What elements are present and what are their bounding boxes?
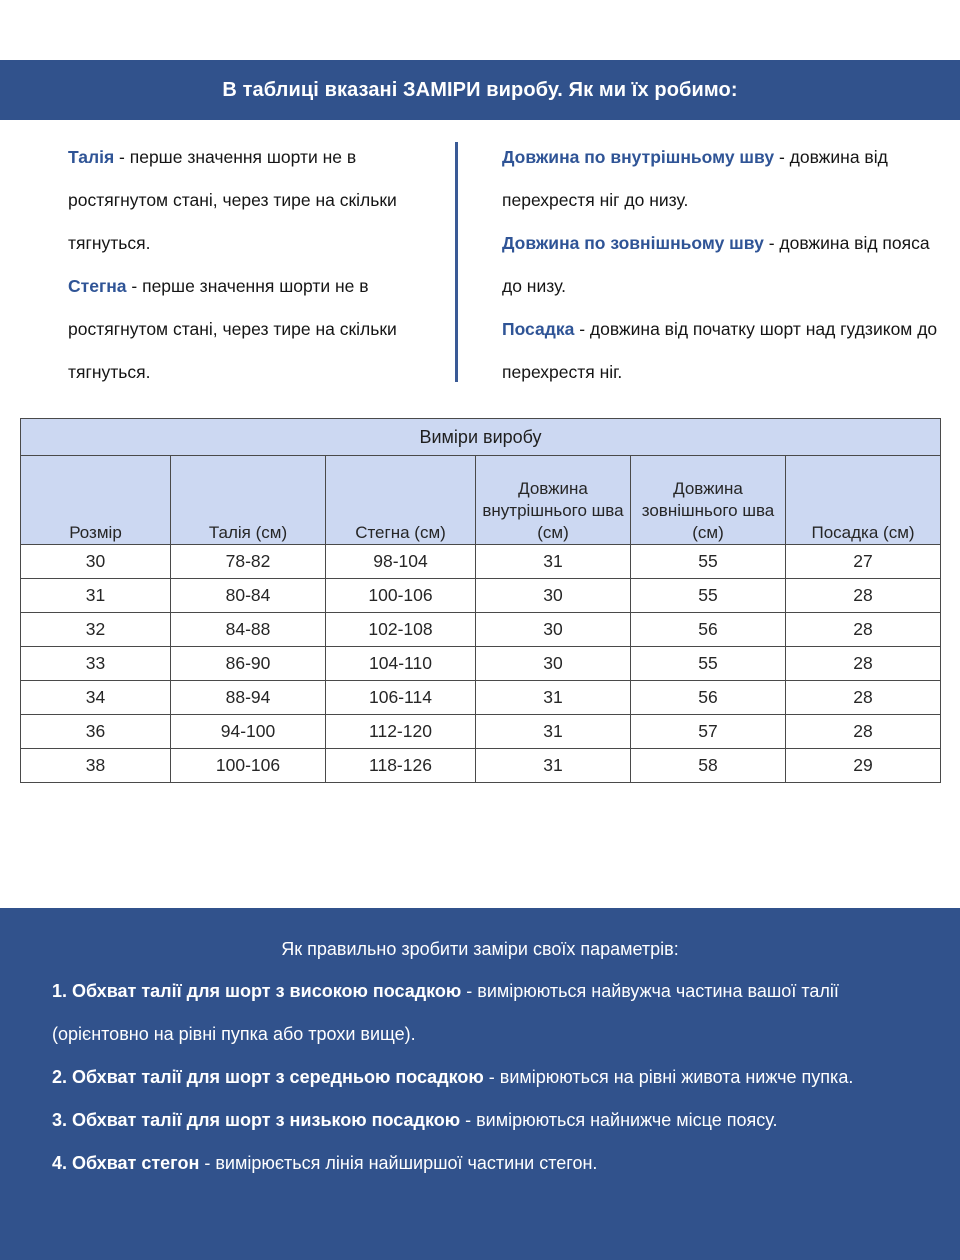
measure-rule [52,970,908,1056]
measure-rule [52,1142,908,1185]
cell-hips: 118-126 [326,749,476,783]
measurement-explanations [0,136,960,392]
cell-waist: 84-88 [171,613,326,647]
cell-size: 32 [21,613,171,647]
cell-hips: 102-108 [326,613,476,647]
measure-rule-lead: 2. Обхват талії для шорт з середньою посадкою [52,1067,484,1087]
explanation-description: - довжина від початку шорт над гудзиком до перехрестя ніг. [502,319,938,382]
explanation-item [502,136,944,222]
cell-outseam: 56 [631,613,786,647]
cell-hips: 112-120 [326,715,476,749]
explanation-item [502,308,944,394]
measure-rule-lead: 3. Обхват талії для шорт з низькою посадкою [52,1110,461,1130]
cell-waist: 94-100 [171,715,326,749]
cell-hips: 98-104 [326,545,476,579]
column-header-rise: Посадка (см) [786,456,941,545]
explanation-term: Стегна [68,276,127,296]
explanation-item [68,136,443,265]
explanation-term: Посадка [502,319,575,339]
explanation-item [68,265,443,394]
explanations-left-column [0,136,455,392]
size-table [20,418,941,783]
column-header-outseam: Довжина зовнішнього шва (см) [631,456,786,545]
cell-size: 31 [21,579,171,613]
cell-inseam: 31 [476,715,631,749]
cell-size: 33 [21,647,171,681]
cell-inseam: 30 [476,647,631,681]
table-title-row [21,419,941,456]
column-header-hips: Стегна (см) [326,456,476,545]
table-row [21,749,941,783]
cell-size: 30 [21,545,171,579]
table-title: Виміри виробу [21,419,941,456]
measure-rule-text: - вимірюються найнижче місце поясу. [460,1110,778,1130]
cell-rise: 28 [786,579,941,613]
how-to-measure-section [0,908,960,1260]
cell-rise: 29 [786,749,941,783]
cell-waist: 86-90 [171,647,326,681]
cell-rise: 28 [786,647,941,681]
explanations-right-column [458,136,960,392]
explanation-description: - перше значення шорти не в ростягнутом стані, через тире на скільки тягнуться. [68,276,397,382]
cell-outseam: 55 [631,647,786,681]
table-header-row [21,456,941,545]
table-row [21,715,941,749]
cell-outseam: 56 [631,681,786,715]
cell-rise: 27 [786,545,941,579]
column-header-size: Розмір [21,456,171,545]
measure-rule-lead: 4. Обхват стегон [52,1153,200,1173]
table-body [21,545,941,783]
table-row [21,647,941,681]
column-header-waist: Талія (см) [171,456,326,545]
how-to-measure-title: Як правильно зробити заміри своїх параметрів: [281,939,679,959]
cell-outseam: 57 [631,715,786,749]
explanation-term: Довжина по зовнішньому шву [502,233,764,253]
cell-size: 36 [21,715,171,749]
cell-waist: 78-82 [171,545,326,579]
cell-waist: 100-106 [171,749,326,783]
size-table-container [20,418,940,783]
cell-outseam: 55 [631,545,786,579]
cell-hips: 100-106 [326,579,476,613]
explanation-term: Талія [68,147,115,167]
explanation-item [502,222,944,308]
table-row [21,545,941,579]
measure-rule [52,1099,908,1142]
explanation-description: - довжина від пояса до низу. [502,233,930,296]
cell-hips: 104-110 [326,647,476,681]
cell-inseam: 30 [476,579,631,613]
top-banner [0,60,960,120]
cell-size: 38 [21,749,171,783]
table-row [21,579,941,613]
cell-inseam: 31 [476,545,631,579]
cell-waist: 80-84 [171,579,326,613]
cell-rise: 28 [786,613,941,647]
measure-rule-lead: 1. Обхват талії для шорт з високою посадкою [52,981,462,1001]
measure-rule-text: - вимірюються на рівні живота нижче пупка. [483,1067,854,1087]
cell-size: 34 [21,681,171,715]
explanation-term: Довжина по внутрішньому шву [502,147,775,167]
measure-rule-text: - вимірюються найвужча частина вашої талії (орієнтовно на рівні пупка або трохи вище). [52,981,839,1044]
measure-rule [52,1056,908,1099]
explanation-description: - довжина від перехрестя ніг до низу. [502,147,888,210]
cell-rise: 28 [786,681,941,715]
cell-outseam: 58 [631,749,786,783]
table-row [21,613,941,647]
cell-inseam: 30 [476,613,631,647]
cell-waist: 88-94 [171,681,326,715]
cell-outseam: 55 [631,579,786,613]
cell-hips: 106-114 [326,681,476,715]
cell-inseam: 31 [476,681,631,715]
table-row [21,681,941,715]
cell-inseam: 31 [476,749,631,783]
cell-rise: 28 [786,715,941,749]
explanation-description: - перше значення шорти не в ростягнутом стані, через тире на скільки тягнуться. [68,147,397,253]
column-header-inseam: Довжина внутрішнього шва (см) [476,456,631,545]
top-banner-title: В таблиці вказані ЗАМІРИ виробу. Як ми їх робимо: [222,78,738,101]
measure-rule-text: - вимірюється лінія найширшої частини стегон. [199,1153,598,1173]
